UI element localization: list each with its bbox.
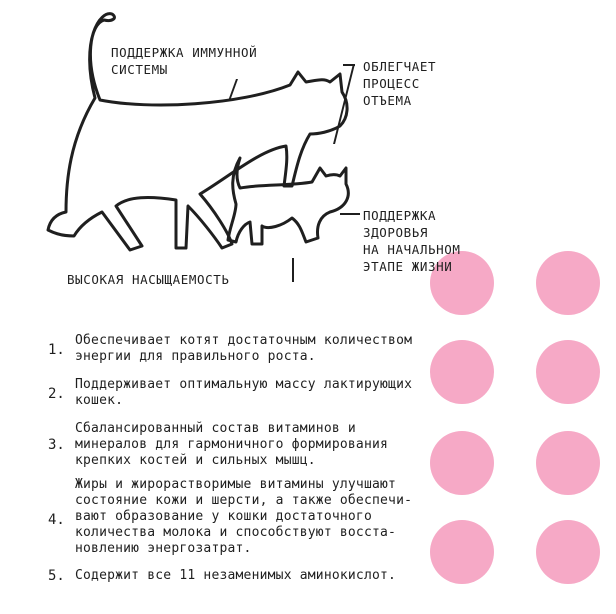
label-high-satiety: ВЫСОКАЯ НАСЫЩАЕМОСТЬ	[67, 272, 230, 287]
benefit-number: 4.	[48, 512, 65, 528]
benefit-text: Содержит все 11 незаменимых аминокислот.	[75, 568, 397, 583]
label-immune-support: ПОДДЕРЖКА ИММУННОЙ СИСТЕМЫ	[111, 45, 258, 77]
benefit-text: Поддерживает оптимальную массу лактирующих кошек.	[75, 377, 413, 408]
benefit-number: 5.	[48, 568, 65, 584]
benefit-number: 2.	[48, 386, 65, 402]
label-early-health: ПОДДЕРЖКА ЗДОРОВЬЯ НА НАЧАЛЬНОМ ЭТАПЕ ЖИЗНИ	[363, 208, 461, 274]
label-weaning: ОБЛЕГЧАЕТ ПРОЦЕСС ОТЪЕМА	[363, 59, 437, 108]
benefit-text: Жиры и жирорастворимые витамины улучшают состояние кожи и шерсти, а также обеспечи- вают образование у кошки достаточного количества молока и способствуют восста- новлению энергозатрат.	[75, 477, 413, 556]
kitten-outline	[228, 158, 348, 244]
benefit-number: 1.	[48, 342, 65, 358]
benefit-text: Обеспечивает котят достаточным количеством энергии для правильного роста.	[75, 333, 413, 364]
benefit-number: 3.	[48, 437, 65, 453]
benefit-text: Сбалансированный состав витаминов и минералов для гармоничного формирования крепких костей и сильных мышц.	[75, 421, 389, 468]
health-connector-line	[340, 213, 360, 215]
satiety-connector-line	[292, 258, 294, 282]
